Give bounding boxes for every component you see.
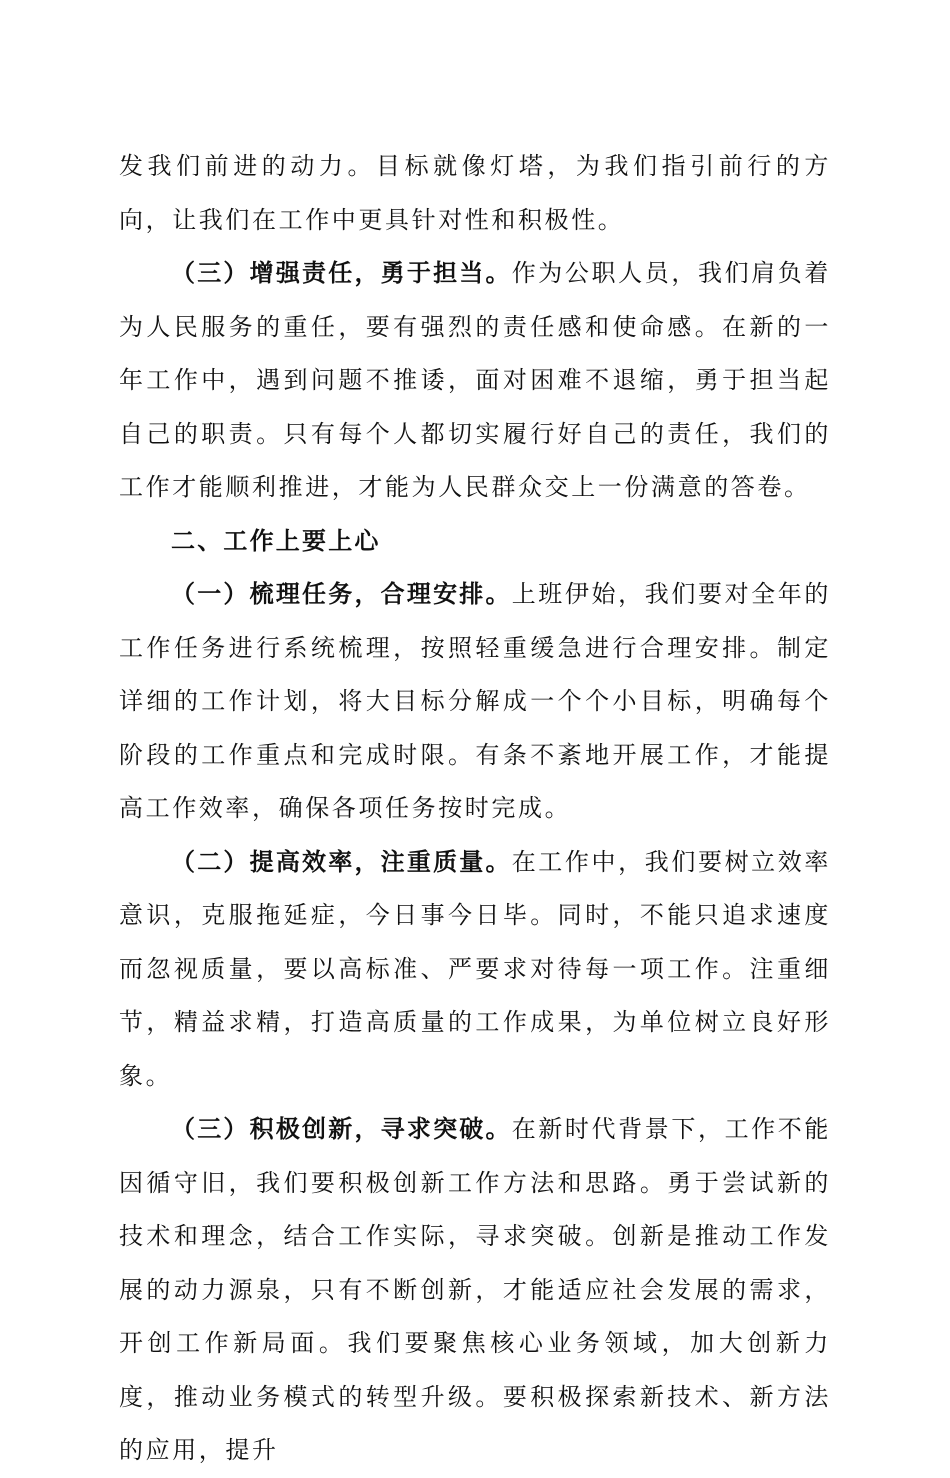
document-body — [119, 140, 831, 1478]
paragraph-efficiency-quality — [119, 836, 831, 1104]
paragraph-text: 在新时代背景下，工作不能因循守旧，我们要积极创新工作方法和思路。勇于尝试新的技术和理念，结合工作实际，寻求突破。创新是推动工作发展的动力源泉，只有不断创新，才能适应社会发展的需求，开创工作新局面。我们要聚焦核心业务领域，加大创新力度，推动业务模式的转型升级。要积极探索新技术、新方法的应用，提升 — [119, 1115, 831, 1464]
paragraph-text: 上班伊始，我们要对全年的工作任务进行系统梳理，按照轻重缓急进行合理安排。制定详细的工作计划，将大目标分解成一个个小目标，明确每个阶段的工作重点和完成时限。有条不紊地开展工作，才能提高工作效率，确保各项任务按时完成。 — [119, 580, 831, 822]
paragraph-lead: （三）积极创新，寻求突破。 — [171, 1115, 512, 1143]
paragraph-continuation — [119, 140, 831, 247]
paragraph-text: 在工作中，我们要树立效率意识，克服拖延症，今日事今日毕。同时，不能只追求速度而忽视质量，要以高标准、严要求对待每一项工作。注重细节，精益求精，打造高质量的工作成果，为单位树立良好形象。 — [119, 847, 831, 1090]
paragraph-text: 作为公职人员，我们肩负着为人民服务的重任，要有强烈的责任感和使命感。在新的一年工作中，遇到问题不推诿，面对困难不退缩，勇于担当起自己的职责。只有每个人都切实履行好自己的责任，我们的工作才能顺利推进，才能为人民群众交上一份满意的答卷。 — [119, 259, 831, 501]
paragraph-lead: （一）梳理任务，合理安排。 — [171, 580, 512, 608]
paragraph-innovation — [119, 1103, 831, 1478]
section-heading: 二、工作上要上心 — [171, 526, 381, 555]
paragraph-text: 发我们前进的动力。目标就像灯塔，为我们指引前行的方向，让我们在工作中更具针对性和积极性。 — [119, 152, 831, 234]
paragraph-lead: （三）增强责任，勇于担当。 — [171, 259, 512, 287]
paragraph-responsibility — [119, 247, 831, 515]
paragraph-task-planning — [119, 568, 831, 836]
paragraph-lead: （二）提高效率，注重质量。 — [171, 847, 512, 876]
